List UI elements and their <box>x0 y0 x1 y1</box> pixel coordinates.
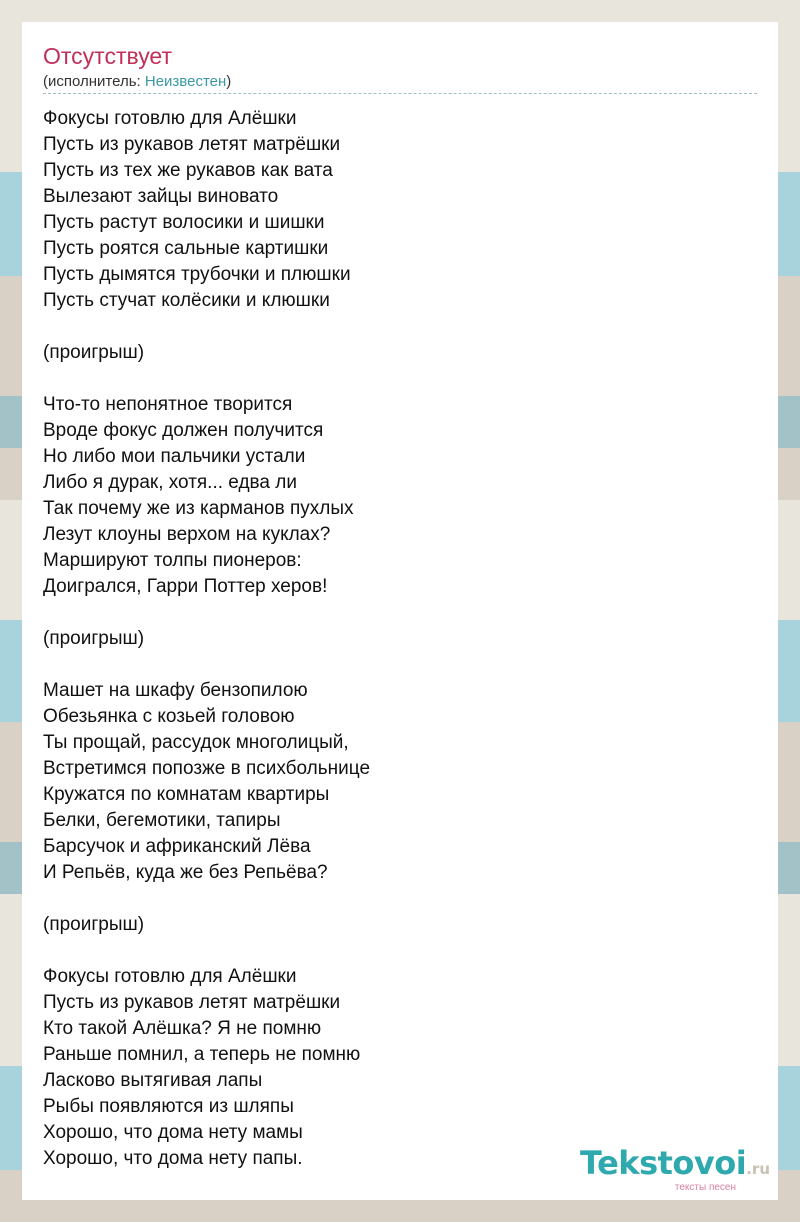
lyric-line: Хорошо, что дома нету папы. <box>43 1148 303 1169</box>
lyric-line: Либо я дурак, хотя... едва ли <box>43 472 297 493</box>
lyric-line: Вылезают зайцы виновато <box>43 186 279 207</box>
lyric-line: Маршируют толпы пионеров: <box>43 550 302 571</box>
lyric-line: Пусть стучат колёсики и клюшки <box>43 290 330 311</box>
lyric-line: Так почему же из карманов пухлых <box>43 498 354 519</box>
performer-line <box>43 72 757 94</box>
logo-domain: .ru <box>746 1160 770 1178</box>
lyric-line: Ты прощай, рассудок многолицый, <box>43 732 349 753</box>
lyric-line: Пусть дымятся трубочки и плюшки <box>43 264 351 285</box>
lyric-line: Вроде фокус должен получится <box>43 420 324 441</box>
lyrics-card <box>22 22 778 1200</box>
lyric-line <box>43 886 757 912</box>
lyric-line: Пусть из тех же рукавов как вата <box>43 160 333 181</box>
lyric-line: (проигрыш) <box>43 914 145 935</box>
lyric-line: Обезьянка с козьей головою <box>43 706 295 727</box>
lyric-line <box>43 366 757 392</box>
performer-prefix: (исполнитель: <box>43 73 145 90</box>
lyric-line: Ласково вытягивая лапы <box>43 1070 263 1091</box>
lyric-line: Доигрался, Гарри Поттер херов! <box>43 576 328 597</box>
site-logo[interactable] <box>580 1146 770 1194</box>
lyric-line: Раньше помнил, а теперь не помню <box>43 1044 361 1065</box>
lyric-line: Рыбы появляются из шляпы <box>43 1096 294 1117</box>
logo-wordmark <box>580 1146 770 1186</box>
lyric-line: Встретимся попозже в психбольнице <box>43 758 371 779</box>
logo-name: Tekstovoi <box>580 1144 747 1182</box>
lyric-line <box>43 600 757 626</box>
lyric-line: Кто такой Алёшка? Я не помню <box>43 1018 322 1039</box>
lyrics-text <box>43 106 757 1172</box>
lyric-line: Но либо мои пальчики устали <box>43 446 306 467</box>
lyric-line: Пусть из рукавов летят матрёшки <box>43 992 341 1013</box>
lyric-line <box>43 652 757 678</box>
lyric-line: Машет на шкафу бензопилою <box>43 680 308 701</box>
lyric-line: И Репьёв, куда же без Репьёва? <box>43 862 328 883</box>
lyric-line: Что-то непонятное творится <box>43 394 293 415</box>
lyric-line <box>43 314 757 340</box>
lyric-line <box>43 938 757 964</box>
performer-suffix: ) <box>226 73 232 90</box>
lyric-line: Фокусы готовлю для Алёшки <box>43 108 297 129</box>
lyric-line: Пусть из рукавов летят матрёшки <box>43 134 341 155</box>
lyric-line: Пусть растут волосики и шишки <box>43 212 325 233</box>
logo-tagline: тексты песен <box>674 1182 736 1193</box>
lyric-line: (проигрыш) <box>43 628 145 649</box>
performer-link[interactable]: Неизвестен <box>144 73 227 90</box>
lyric-line: Лезут клоуны верхом на куклах? <box>43 524 331 545</box>
lyric-line: Фокусы готовлю для Алёшки <box>43 966 297 987</box>
lyric-line: Хорошо, что дома нету мамы <box>43 1122 303 1143</box>
lyric-line: Барсучок и африканский Лёва <box>43 836 311 857</box>
lyric-line: Пусть роятся сальные картишки <box>43 238 329 259</box>
song-title: Отсутствует <box>43 43 172 69</box>
lyric-line: (проигрыш) <box>43 342 145 363</box>
lyric-line: Белки, бегемотики, тапиры <box>43 810 281 831</box>
lyric-line: Кружатся по комнатам квартиры <box>43 784 330 805</box>
